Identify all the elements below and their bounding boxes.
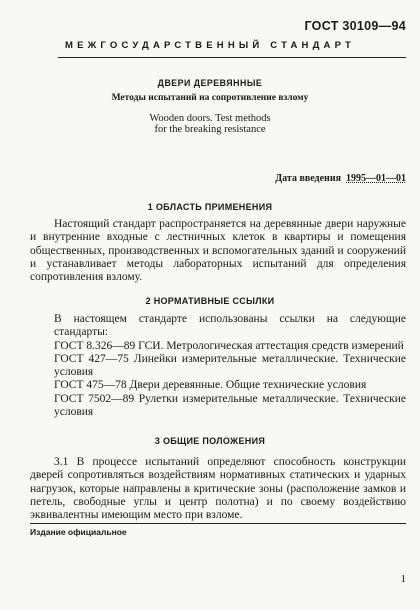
section-text-scope: Настоящий стандарт распространяется на деревянные двери наружные и внутренние входные с лестничных клеток в квартиры и помещения общественных, производственных и вспомогательных зданий и сооружений и устанавливает методы лабораторных испытаний для определения сопротивления взлому.: [30, 218, 406, 284]
section-text-general: 3.1 В процессе испытаний определяют способность конструкции дверей сопротивляться воздействиям нормативных статических и ударных нагрузок, которые направлены в критические зоны (расположение замков и петель, свободные углы и центр полотна) и по своему воздействию эквивалентны имеющим место при взломе.: [30, 456, 406, 522]
page-number: 1: [400, 573, 406, 585]
section-heading-references: 2 НОРМАТИВНЫЕ ССЫЛКИ: [145, 296, 275, 306]
references-intro: В настоящем стандарте использованы ссылки на следующие стандарты:: [54, 313, 406, 339]
reference-item: ГОСТ 475—78 Двери деревянные. Общие технические условия: [54, 379, 367, 392]
introduction-date: [275, 173, 406, 184]
introduction-date-label: Дата введения: [275, 173, 341, 184]
document-subtitle: Методы испытаний на сопротивление взлому: [111, 93, 309, 103]
document-number: ГОСТ 30109—94: [304, 19, 406, 33]
references-block: [30, 313, 406, 419]
section-heading-scope: 1 ОБЛАСТЬ ПРИМЕНЕНИЯ: [147, 202, 273, 212]
footer-divider: [30, 523, 406, 524]
reference-item: ГОСТ 8.326—89 ГСИ. Метрологическая аттестация средств измерений: [54, 339, 404, 352]
english-title-line-1: Wooden doors. Test methods: [149, 113, 271, 124]
reference-item: ГОСТ 427—75 Линейки измерительные металлические. Технические условия: [54, 352, 406, 379]
section-heading-general: 3 ОБЩИЕ ПОЛОЖЕНИЯ: [154, 436, 266, 446]
document-title: ДВЕРИ ДЕРЕВЯННЫЕ: [157, 78, 263, 88]
header-divider: [58, 57, 406, 58]
standard-type: МЕЖГОСУДАРСТВЕННЫЙ СТАНДАРТ: [64, 40, 356, 51]
english-title-line-2: for the breaking resistance: [154, 124, 266, 135]
reference-item: ГОСТ 7502—89 Рулетки измерительные металлические. Технические условия: [54, 392, 406, 419]
introduction-date-value: 1995—01—01: [346, 173, 406, 184]
edition-note: Издание официальное: [30, 527, 127, 537]
